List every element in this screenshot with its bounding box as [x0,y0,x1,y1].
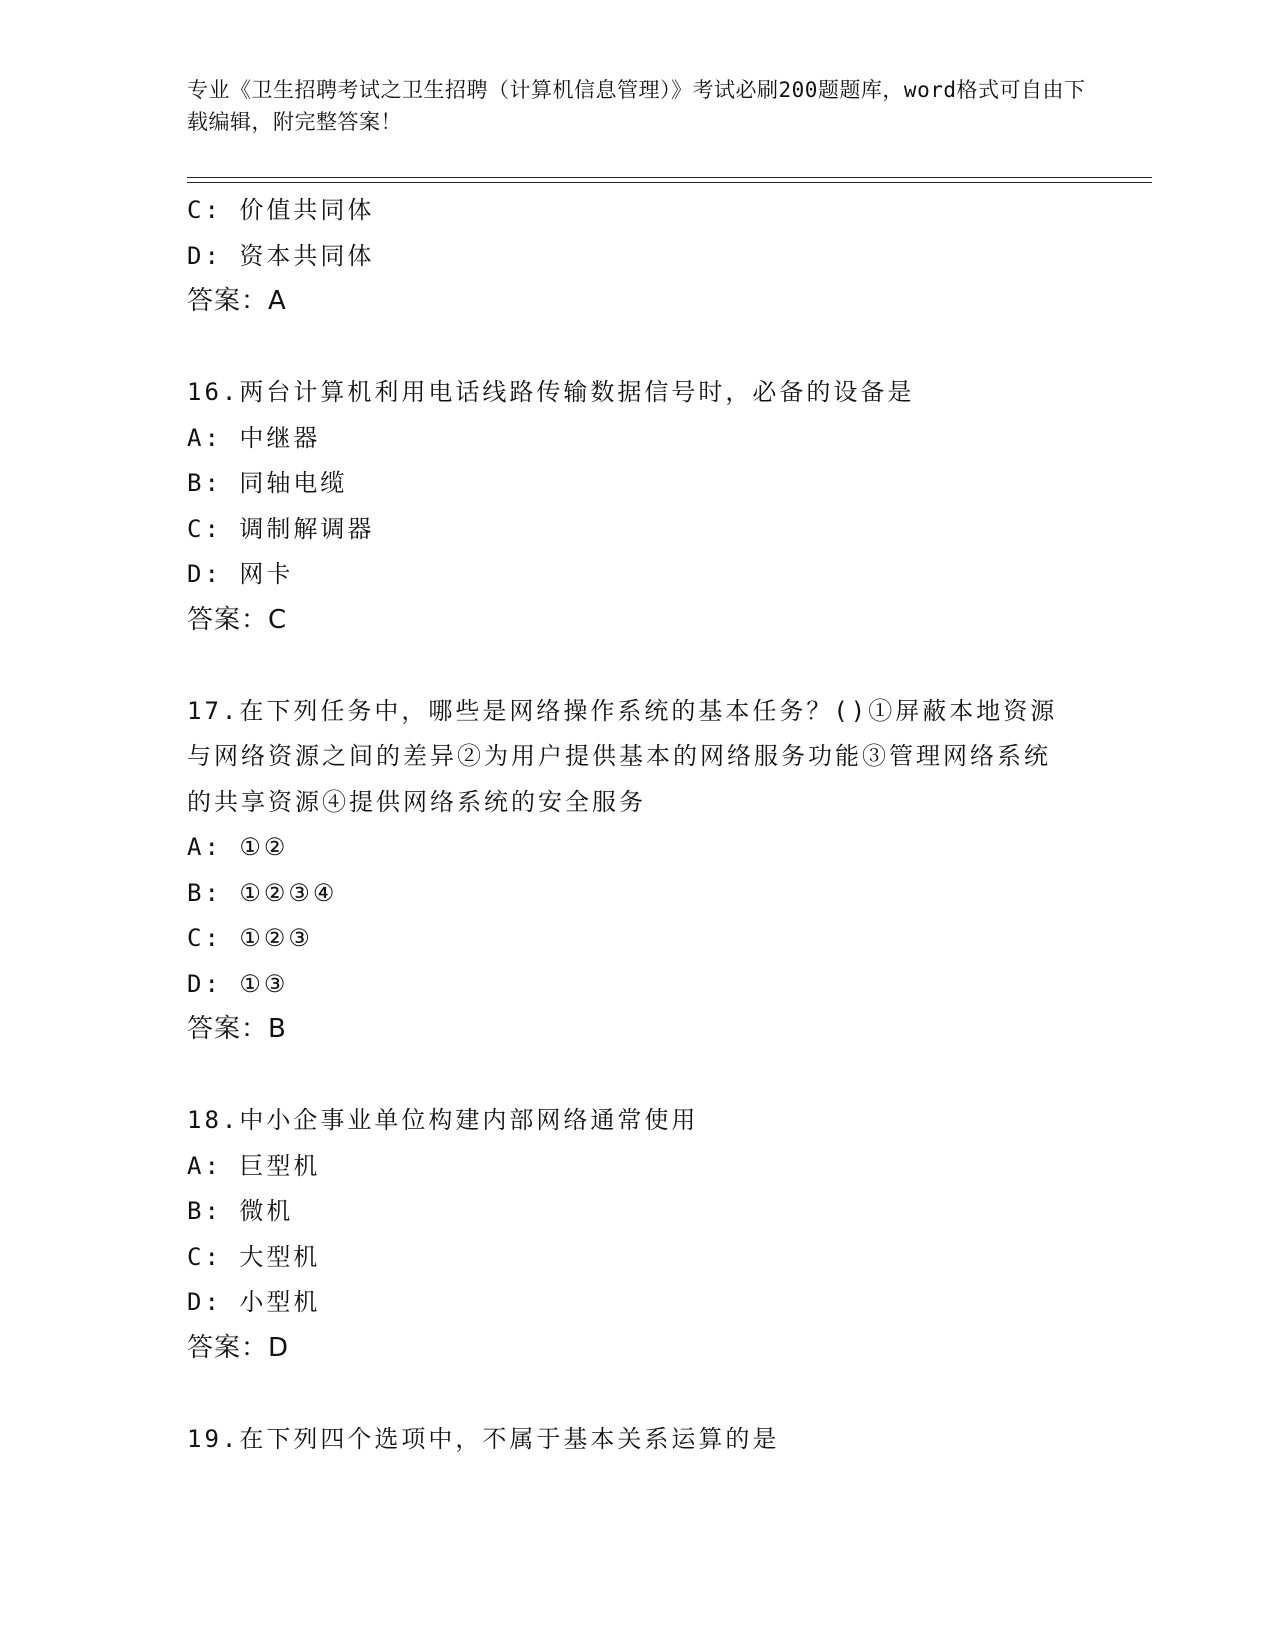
page-header: 专业《卫生招聘考试之卫生招聘（计算机信息管理）》考试必刷200题题库，word格式可自由下载编辑，附完整答案！ [187,78,1086,134]
spacer [187,643,1087,689]
question-17-text: 17.在下列任务中，哪些是网络操作系统的基本任务？()①屏蔽本地资源与网络资源之间的差异②为用户提供基本的网络服务功能③管理网络系统的共享资源④提供网络系统的安全服务 [187,696,1058,816]
answer-line: 答案：D [187,1332,290,1363]
option-d: D: 资本共同体 [187,241,375,270]
option-a: A: 中继器 [187,423,321,452]
option-d: D: 网卡 [187,560,294,588]
option-a: A: 巨型机 [187,1151,321,1180]
option-a: A: ①② [187,833,289,861]
answer-line: 答案：C [187,604,288,635]
question-16-text: 16.两台计算机利用电话线路传输数据信号时，必备的设备是 [187,378,915,406]
answer-line: 答案：A [187,286,287,316]
spacer [187,1371,1087,1417]
option-c: C: ①②③ [187,924,313,952]
spacer [187,1053,1087,1099]
option-c: C: 价值共同体 [187,196,375,224]
option-b: B: 微机 [187,1197,294,1225]
option-c: C: 大型机 [187,1242,321,1271]
option-c: C: 调制解调器 [187,514,375,543]
option-d: D: ①③ [187,969,289,998]
option-b: B: 同轴电缆 [187,469,348,497]
option-b: B: ①②③④ [187,878,338,907]
spacer [187,325,1087,371]
header-rule-top [187,177,1152,178]
question-19-text: 19.在下列四个选项中，不属于基本关系运算的是 [187,1424,780,1453]
answer-line: 答案：B [187,1014,287,1044]
option-d: D: 小型机 [187,1288,321,1316]
header-rule-bottom [187,182,1152,183]
document-content [187,188,1087,1462]
question-18-text: 18.中小企事业单位构建内部网络通常使用 [187,1106,699,1134]
